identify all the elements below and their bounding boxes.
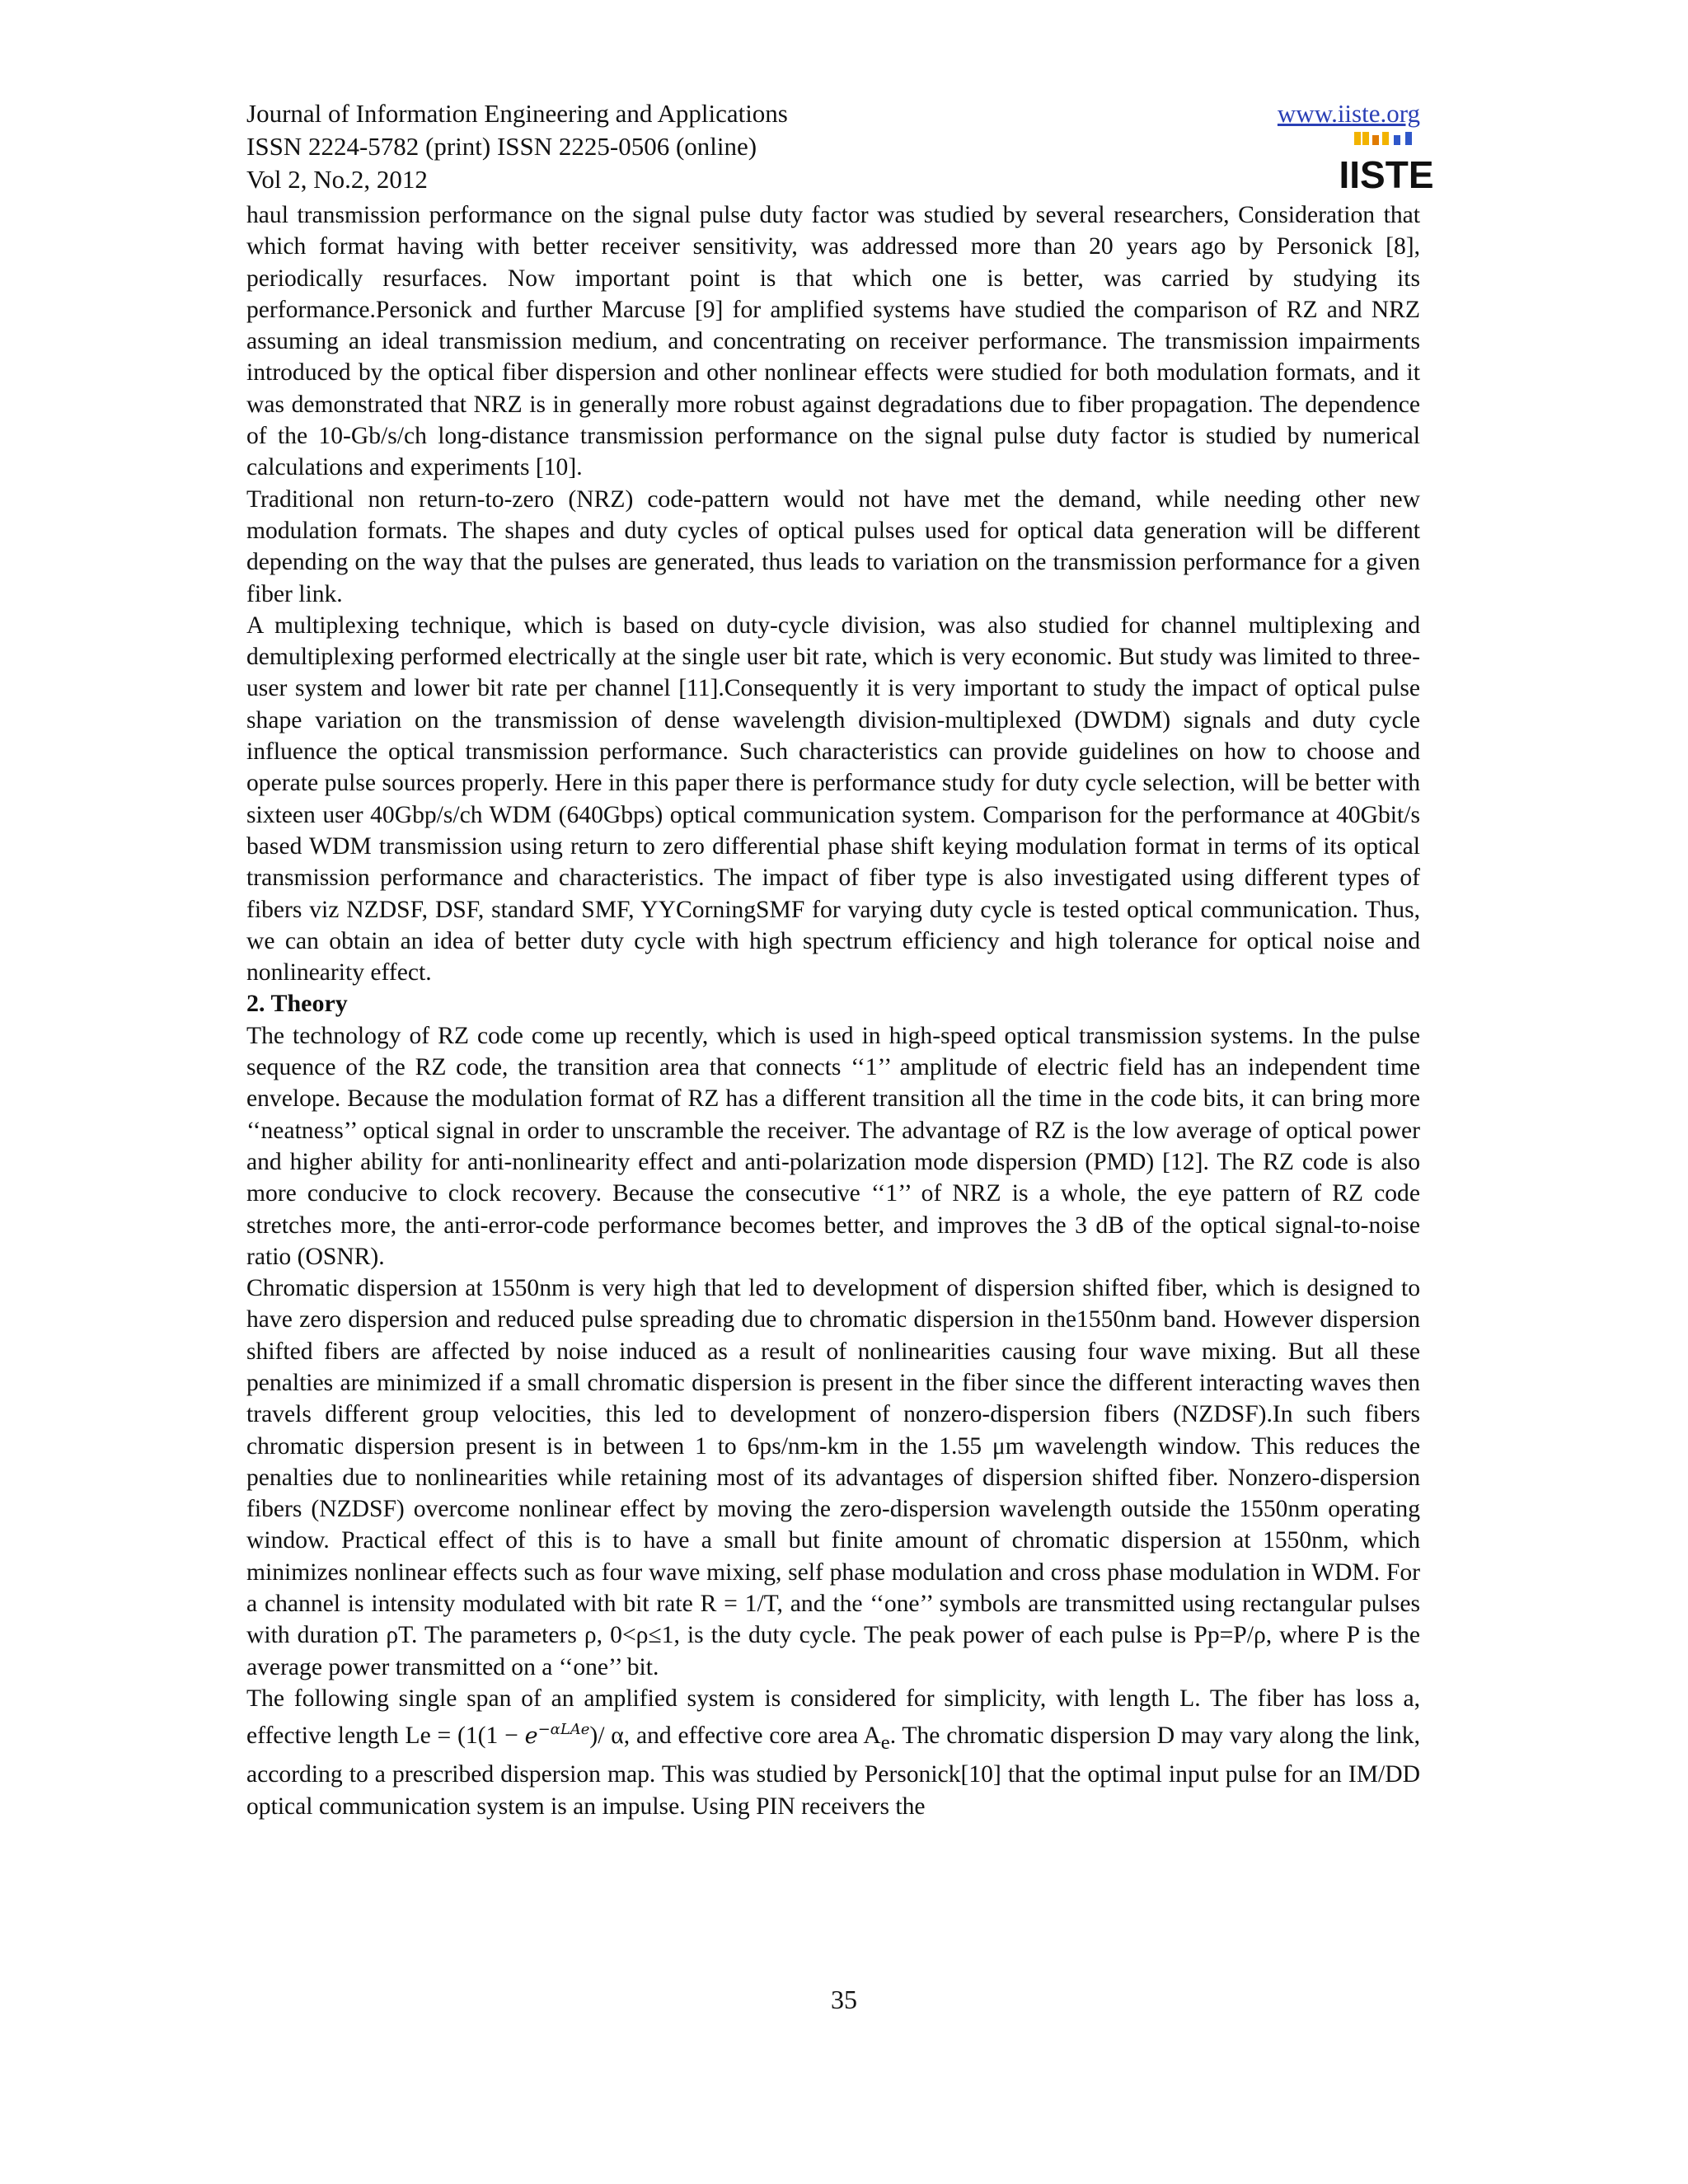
paragraph-4: The technology of RZ code come up recently, which is used in high-speed optical transmission systems. In the pulse sequence of the RZ code, the transition area that connects ‘‘1’’ amplitude of electric field has an independent time envelope. Because the modulation format of RZ has a different transition all the time in the code bits, it can bring more ‘‘neatness’’ optical signal in order to unscramble the receiver. The advantage of RZ is the low average of optical power and higher ability for anti-nonlinearity effect and anti-polarization mode dispersion (PMD) [12]. The RZ code is also more conducive to clock recovery. Because the consecutive ‘‘1’’ of NRZ is a whole, the eye pattern of RZ code stretches more, the anti-error-code performance becomes better, and improves the 3 dB of the optical signal-to-noise ratio (OSNR).: [246, 1022, 1420, 1270]
p6-text-a: The following single span of an amplified system is considered for simplicity, with length L. The fiber has loss a, effective length Le = (1(1 −: [246, 1685, 1420, 1750]
journal-title: Journal of Information Engineering and Applications: [246, 99, 788, 128]
iiste-logo-icon: [1339, 130, 1434, 196]
volume-line: Vol 2, No.2, 2012: [246, 165, 428, 194]
journal-meta: [246, 97, 1420, 196]
website-link[interactable]: www.iiste.org: [1277, 99, 1420, 128]
page: [246, 97, 1434, 1822]
article-body: [246, 199, 1420, 1822]
page-number: 35: [831, 1985, 857, 2014]
running-header: [246, 97, 1434, 196]
p6-math-e: e: [524, 1723, 538, 1750]
section-heading-theory: 2. Theory: [246, 990, 348, 1018]
logo-wordmark: IISTE: [1339, 153, 1434, 196]
paragraph-3: A multiplexing technique, which is based on duty-cycle division, was also studied for channel multiplexing and demultiplexing performed electrically at the single user bit rate, which is very economic. But study was limited to three-user system and lower bit rate per channel [11].Consequently it is very important to study the impact of optical pulse shape variation on the transmission of dense wavelength division-multiplexed (DWDM) signals and duty cycle influence the optical transmission performance. Such characteristics can provide guidelines on how to choose and operate pulse sources properly. Here in this paper there is performance study for duty cycle selection, will be better with sixteen user 40Gbp/s/ch WDM (640Gbps) optical communication system. Comparison for the performance at 40Gbit/s based WDM transmission using return to zero differential phase shift keying modulation format in terms of its optical transmission performance and characteristics. The impact of fiber type is also investigated using different types of fibers viz NZDSF, DSF, standard SMF, YYCorningSMF for varying duty cycle is tested optical communication. Thus, we can obtain an idea of better duty cycle with high spectrum efficiency and high tolerance for optical noise and nonlinearity effect.: [246, 612, 1420, 987]
p6-math-exponent: −αLAe: [537, 1721, 590, 1739]
p6-subscript-e: e: [880, 1732, 890, 1755]
paragraph-6: [246, 1683, 1420, 1822]
issn-line: ISSN 2224-5782 (print) ISSN 2225-0506 (online): [246, 132, 757, 161]
paragraph-5: Chromatic dispersion at 1550nm is very high that led to development of dispersion shifted fiber, which is designed to have zero dispersion and reduced pulse spreading due to chromatic dispersion in the1550nm band. However dispersion shifted fibers are affected by noise induced as a result of nonlinearities causing four wave mixing. But all these penalties are minimized if a small chromatic dispersion is present in the fiber since the different interacting waves then travels different group velocities, this led to development of nonzero-dispersion fibers (NZDSF).In such fibers chromatic dispersion present is in between 1 to 6ps/nm-km in the 1.55 μm wavelength window. This reduces the penalties due to nonlinearities while retaining most of its advantages of dispersion shifted fiber. Nonzero-dispersion fibers (NZDSF) overcome nonlinear effect by moving the zero-dispersion wavelength outside the 1550nm operating window. Practical effect of this is to have a small but finite amount of chromatic dispersion at 1550nm, which minimizes nonlinear effects such as four wave mixing, self phase modulation and cross phase modulation in WDM. For a channel is intensity modulated with bit rate R = 1/T, and the ‘‘one’’ symbols are transmitted using rectangular pulses with duration ρT. The parameters ρ, 0<ρ≤1, is the duty cycle. The peak power of each pulse is Pp=P/ρ, where P is the average power transmitted on a ‘‘one’’ bit.: [246, 1275, 1420, 1680]
p6-text-f: . The chromatic dispersion D may vary along the link, according to a prescribed dispersion map. This was studied by Personick[10] that the optimal input pulse for an IM/DD optical communication system is an impulse. Using PIN receivers the: [246, 1722, 1420, 1820]
paragraph-1: haul transmission performance on the signal pulse duty factor was studied by several researchers, Consideration that which format having with better receiver sensitivity, was addressed more than 20 years ago by Personick [8], periodically resurfaces. Now important point is that which one is better, was carried by studying its performance.Personick and further Marcuse [9] for amplified systems have studied the comparison of RZ and NRZ assuming an ideal transmission medium, and concentrating on receiver performance. The transmission impairments introduced by the optical fiber dispersion and other nonlinear effects were studied for both modulation formats, and it was demonstrated that NRZ is in generally more robust against degradations due to fiber propagation. The dependence of the 10-Gb/s/ch long-distance transmission performance on the signal pulse duty factor is studied by numerical calculations and experiments [10].: [246, 202, 1420, 481]
p6-text-d: )/ α, and effective core area A: [589, 1722, 881, 1750]
paragraph-2: Traditional non return-to-zero (NRZ) code-pattern would not have met the demand, while needing other new modulation formats. The shapes and duty cycles of optical pulses used for optical data generation will be different depending on the way that the pulses are generated, thus leads to variation on the transmission performance for a given fiber link.: [246, 485, 1420, 607]
